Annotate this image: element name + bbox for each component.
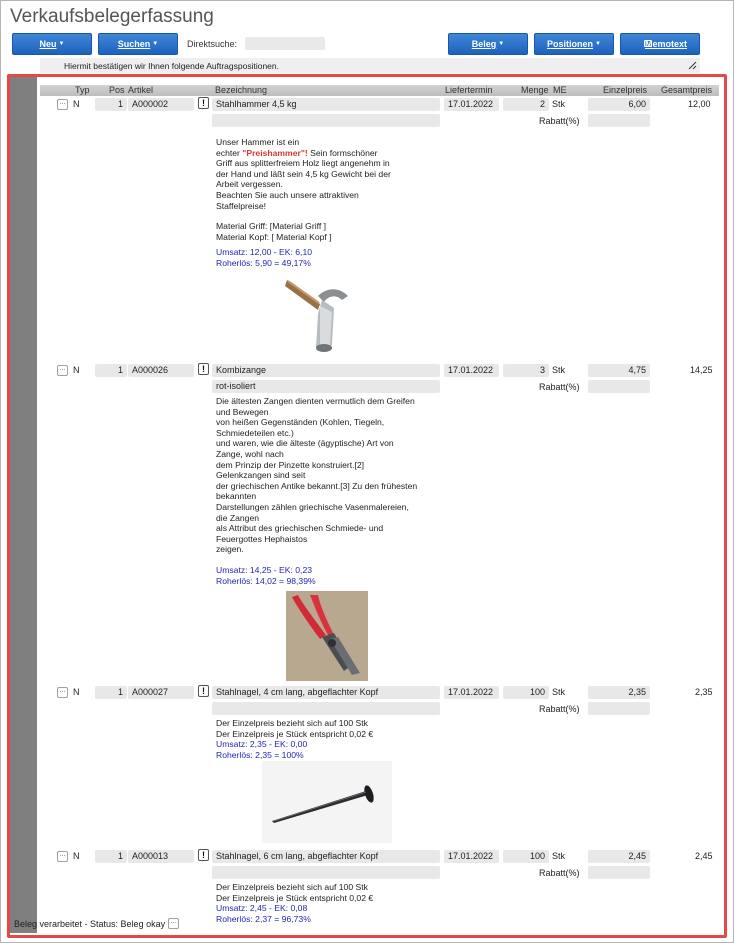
rabatt-label: Rabatt(%)	[539, 704, 580, 714]
liefertermin-field[interactable]: 17.01.2022	[444, 98, 499, 111]
desc-line: der Hand und läßt sein 4,5 kg Gewicht bei der	[216, 168, 391, 179]
bezeichnung-field[interactable]: Stahlhammer 4,5 kg	[212, 98, 440, 111]
rabatt-label: Rabatt(%)	[539, 382, 580, 392]
desc-line: und waren, wie die älteste (ägyptische) Art von	[216, 438, 394, 449]
dropdown-caret-icon: ▼	[498, 41, 505, 47]
direct-search-label: Direktsuche:	[187, 39, 238, 49]
desc-line: Der Einzelpreis bezieht sich auf 100 Stk	[216, 882, 368, 892]
einzelpreis-field[interactable]: 2,45	[588, 850, 650, 863]
liefertermin-field[interactable]: 17.01.2022	[444, 686, 499, 699]
row-menu-button[interactable]: …	[57, 851, 68, 862]
search-button[interactable]	[98, 33, 178, 55]
umsatz-text: Umsatz: 2,45 - EK: 0,08	[216, 903, 308, 914]
desc-line: Schmiedeteilen etc.)	[216, 427, 294, 438]
exclamation-icon[interactable]: !	[198, 97, 209, 109]
typ-value: N	[73, 687, 80, 697]
umsatz-text: Umsatz: 12,00 - EK: 6,10	[216, 247, 313, 258]
info-text-field[interactable]	[40, 58, 700, 73]
rohertrag-text: Roherlös: 5,90 = 49,17%	[216, 257, 311, 268]
search-button-label: Suchen	[117, 39, 151, 49]
row-menu-button[interactable]: …	[57, 365, 68, 376]
bezeichnung-field[interactable]: Stahlnagel, 6 cm lang, abgeflachter Kopf	[212, 850, 440, 863]
pos-field[interactable]: 1	[95, 850, 127, 863]
col-artikel: Artikel	[128, 85, 154, 95]
desc-line: Unser Hammer ist ein	[216, 137, 300, 147]
einzelpreis-field[interactable]: 6,00	[588, 98, 650, 111]
status-text: Beleg verarbeitet - Status: Beleg okay	[14, 918, 166, 929]
memotext-button-label: Memotext	[644, 39, 687, 49]
rohertrag-text: Roherlös: 2,37 = 96,73%	[216, 913, 311, 924]
pos-field[interactable]: 1	[95, 98, 127, 111]
desc-line: Feuergottes Hephaistos	[216, 533, 308, 544]
highlight-frame	[7, 74, 727, 938]
desc-text: Sein formschöner	[307, 147, 378, 158]
ellipsis-icon[interactable]: …	[168, 918, 179, 929]
desc-line: die Zangen	[216, 512, 260, 523]
exclamation-icon[interactable]: !	[198, 685, 209, 697]
bezeichnung2-field[interactable]: rot-isoliert	[212, 380, 440, 393]
resize-grip-icon[interactable]	[688, 61, 697, 70]
beleg-button-label: Beleg	[471, 39, 497, 49]
col-me: ME	[553, 85, 567, 95]
artikel-field[interactable]: A000002	[128, 98, 194, 111]
artikel-field[interactable]: A000027	[128, 686, 194, 699]
desc-line: Der Einzelpreis bezieht sich auf 100 Stk	[216, 718, 368, 728]
dropdown-caret-icon: ▼	[152, 41, 159, 47]
col-bezeichnung: Bezeichnung	[215, 85, 268, 95]
artikel-field[interactable]: A000013	[128, 850, 194, 863]
desc-text: echter	[216, 147, 243, 158]
desc-line: bekannten	[216, 491, 257, 502]
umsatz-text: Umsatz: 2,35 - EK: 0,00	[216, 739, 308, 750]
col-liefertermin: Liefertermin	[445, 85, 493, 95]
typ-value: N	[73, 365, 80, 375]
bezeichnung-field[interactable]: Stahlnagel, 4 cm lang, abgeflachter Kopf	[212, 686, 440, 699]
menge-field[interactable]: 3	[503, 364, 549, 377]
desc-line: Arbeit vergessen.	[216, 179, 283, 190]
col-typ: Typ	[75, 85, 90, 95]
positionen-button[interactable]	[534, 33, 614, 55]
desc-line: Die ältesten Zangen dienten vermutlich dem Greifen	[216, 396, 415, 406]
col-gesamtpreis: Gesamtpreis	[661, 85, 713, 95]
col-einzelpreis: Einzelpreis	[603, 85, 648, 95]
beleg-button[interactable]	[448, 33, 528, 55]
desc-line: Griff aus splitterfreiem Holz liegt angenehm in	[216, 158, 390, 169]
desc-line: Gelenkzangen sind seit	[216, 470, 306, 481]
dropdown-caret-icon: ▼	[595, 41, 601, 47]
desc-line: Material Griff: [Material Griff ]	[216, 221, 326, 232]
gesamtpreis-value: 2,35	[695, 687, 713, 697]
menge-field[interactable]: 100	[503, 686, 549, 699]
pos-field[interactable]: 1	[95, 364, 127, 377]
status-bar	[14, 918, 179, 929]
new-button-label: Neu	[39, 39, 57, 49]
desc-line: Material Kopf: [ Material Kopf ]	[216, 231, 332, 242]
col-menge: Menge	[521, 85, 549, 95]
desc-line: Darstellungen zählen griechische Vasenmalereien,	[216, 501, 409, 512]
positionen-button-label: Positionen	[547, 39, 594, 49]
rabatt-label: Rabatt(%)	[539, 868, 580, 878]
me-value: Stk	[552, 851, 566, 861]
pos-field[interactable]: 1	[95, 686, 127, 699]
exclamation-icon[interactable]: !	[198, 849, 209, 861]
rabatt-label: Rabatt(%)	[539, 116, 580, 126]
row-menu-button[interactable]: …	[57, 99, 68, 110]
desc-line: Beachten Sie auch unsere attraktiven	[216, 189, 359, 200]
einzelpreis-field[interactable]: 4,75	[588, 364, 650, 377]
desc-line: als Attribut des griechischen Schmiede- und	[216, 523, 384, 534]
typ-value: N	[73, 99, 80, 109]
desc-line: Staffelpreise!	[216, 200, 267, 211]
desc-line: von heißen Gegenständen (Kohlen, Tiegeln,	[216, 417, 385, 428]
liefertermin-field[interactable]: 17.01.2022	[444, 850, 499, 863]
desc-line: zeigen.	[216, 544, 244, 555]
me-value: Stk	[552, 99, 566, 109]
col-pos: Pos	[109, 85, 125, 95]
bezeichnung-field[interactable]: Kombizange	[212, 364, 440, 377]
desc-line: dem Prinzip der Pinzette konstruiert.[2]	[216, 459, 365, 470]
menge-field[interactable]: 2	[503, 98, 549, 111]
gesamtpreis-value: 14,25	[690, 365, 713, 375]
dropdown-caret-icon: ▼	[58, 41, 65, 47]
typ-value: N	[73, 851, 80, 861]
artikel-field[interactable]: A000026	[128, 364, 194, 377]
einzelpreis-field[interactable]: 2,35	[588, 686, 650, 699]
desc-line: Der Einzelpreis je Stück entspricht 0,02 €	[216, 728, 374, 739]
desc-line: der griechischen Antike bekannt.[3] Zu den frühesten	[216, 480, 418, 491]
rohertrag-text: Roherlös: 2,35 = 100%	[216, 749, 304, 760]
gesamtpreis-value: 12,00	[688, 99, 711, 109]
desc-highlight: "Preishammer"!	[242, 147, 308, 158]
page-title: Verkaufsbelegerfassung	[10, 6, 214, 27]
me-value: Stk	[552, 687, 566, 697]
info-text: Hiermit bestätigen wir Ihnen folgende Auftragspositionen.	[64, 61, 279, 71]
desc-line: Zange, wohl nach	[216, 448, 284, 459]
direct-search-input[interactable]	[245, 37, 325, 50]
memo-icon	[644, 40, 652, 47]
menge-field[interactable]: 100	[503, 850, 549, 863]
row-menu-button[interactable]: …	[57, 687, 68, 698]
new-button[interactable]	[12, 33, 92, 55]
memotext-button[interactable]	[620, 33, 700, 55]
gesamtpreis-value: 2,45	[695, 851, 713, 861]
rohertrag-text: Roherlös: 14,02 = 98,39%	[216, 575, 316, 586]
desc-line: Der Einzelpreis je Stück entspricht 0,02 €	[216, 892, 374, 903]
exclamation-icon[interactable]: !	[198, 363, 209, 375]
desc-line: und Bewegen	[216, 406, 269, 417]
liefertermin-field[interactable]: 17.01.2022	[444, 364, 499, 377]
me-value: Stk	[552, 365, 566, 375]
umsatz-text: Umsatz: 14,25 - EK: 0,23	[216, 564, 313, 575]
